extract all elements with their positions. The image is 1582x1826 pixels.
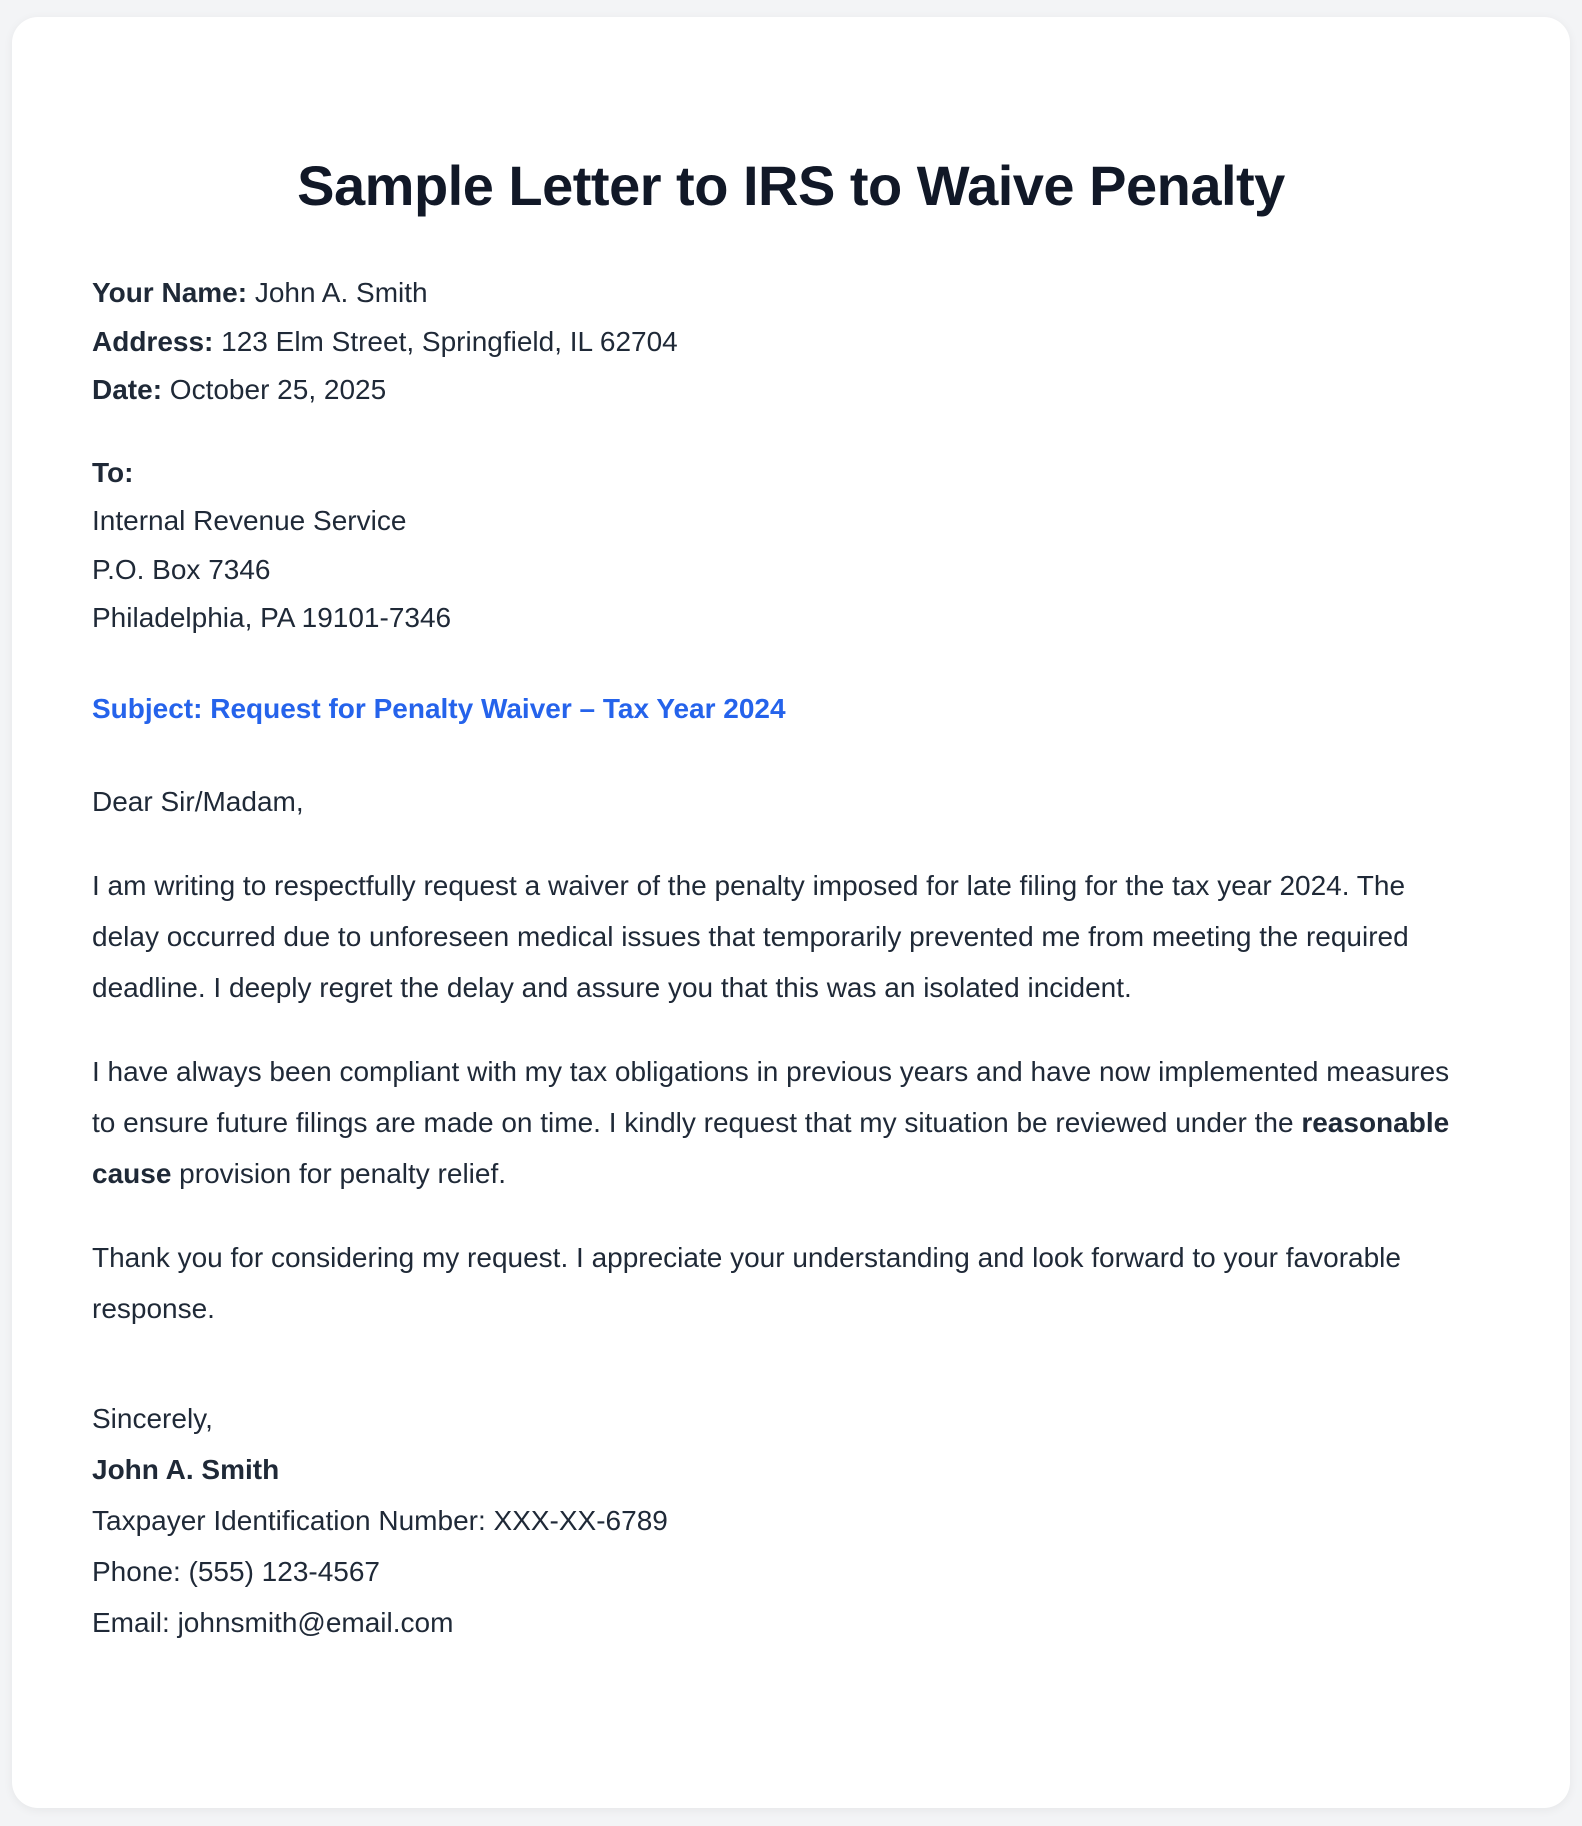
closing: Sincerely, [92,1402,213,1434]
signature-email: Email: johnsmith@email.com [92,1606,454,1638]
sender-date: October 25, 2025 [169,374,387,405]
paragraph-3: Thank you for considering my request. I appreciate your understanding and look forward to your favorable response. [92,1241,1401,1324]
signature-name: John A. Smith [92,1453,280,1485]
letter-card [12,17,1570,1808]
salutation: Dear Sir/Madam, [92,785,304,817]
sender-name: John A. Smith [254,277,428,308]
page-title: Sample Letter to IRS to Waive Penalty [297,154,1285,217]
sender-address-label: Address: [92,325,214,357]
sender-date-row [92,366,1490,415]
sender-info [92,269,1490,415]
subject-line: Subject: Request for Penalty Waiver – Tax Year 2024 [92,692,786,724]
sender-name-label: Your Name: [92,277,248,308]
sender-name-row [92,269,1490,318]
paragraph-2-text: I have always been compliant with my tax obligations in previous years and have now implemented measures to ensure future filings are made on time. I kindly request that my situation be reviewed under the [92,1055,1450,1138]
sender-date-label: Date: [92,374,163,405]
recipient-label: To: [92,456,134,488]
sender-address-row [92,318,1490,367]
recipient-line: Philadelphia, PA 19101-7346 [92,602,452,633]
paragraph-2-text-end: provision for penalty relief. [171,1157,507,1189]
paragraph-1: I am writing to respectfully request a waiver of the penalty imposed for late filing for the tax year 2024. The delay occurred due to unforeseen medical issues that temporarily prevented me from meeting the required deadline. I deeply regret the delay and assure you that this was an isolated incident. [92,869,1409,1003]
recipient-line: Internal Revenue Service [92,505,407,536]
sender-address: 123 Elm Street, Springfield, IL 62704 [221,325,678,357]
signature-block [92,1393,1490,1648]
signature-tin: Taxpayer Identification Number: XXX-XX-6789 [92,1504,668,1536]
recipient-line: P.O. Box 7346 [92,553,271,585]
signature-phone: Phone: (555) 123-4567 [92,1555,380,1587]
paragraph-2 [92,1046,1490,1199]
recipient-info [92,449,1490,643]
paragraph-2-emphasis: reasonable cause [92,1106,1450,1189]
